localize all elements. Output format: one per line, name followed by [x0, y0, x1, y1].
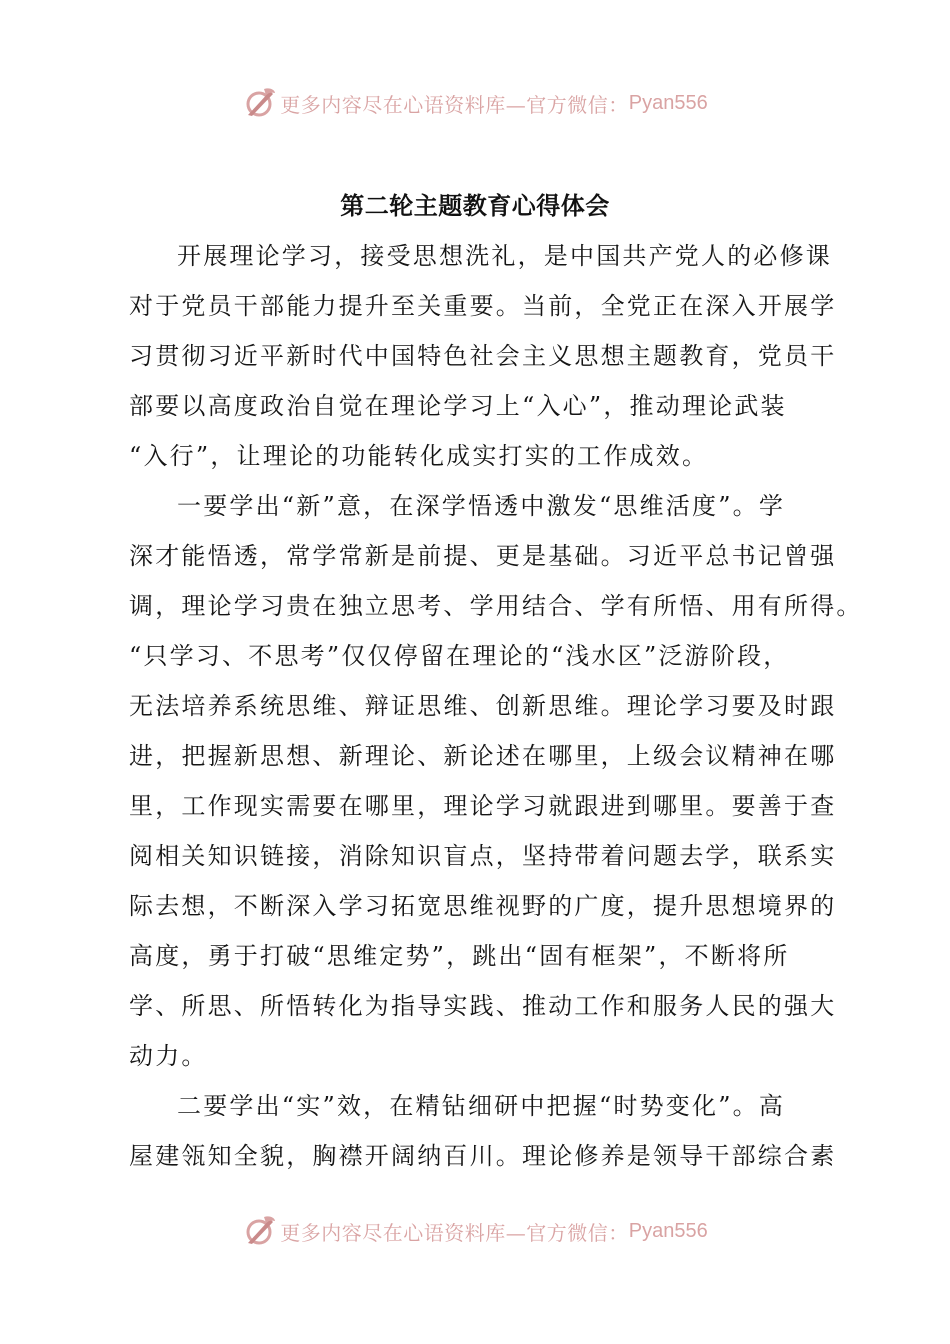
text-line: “只学习、不思考”仅仅停留在理论的“浅水区”泛游阶段，: [129, 642, 790, 670]
text-line: 高度，勇于打破“思维定势”，跳出“固有框架”，不断将所: [129, 942, 790, 970]
header-watermark: [0, 83, 950, 123]
text-line: 一要学出“新”意，在深学悟透中激发“思维活度”。学: [177, 492, 786, 520]
text-line: 屋建瓴知全貌，胸襟开阔纳百川。理论修养是领导干部综合素: [129, 1142, 837, 1170]
text-line: 深才能悟透，常学常新是前提、更是基础。习近平总书记曾强: [129, 542, 837, 570]
text-line: 动力。: [129, 1042, 208, 1070]
document-title: 第二轮主题教育心得体会: [340, 192, 610, 220]
text-line: 对于党员干部能力提升至关重要。当前，全党正在深入开展学: [129, 292, 837, 320]
text-line: 二要学出“实”效，在精钻细研中把握“时势变化”。高: [177, 1092, 786, 1120]
quill-logo-icon: [242, 85, 278, 121]
footer-watermark: [0, 1211, 950, 1251]
watermark-text: 更多内容尽在心语资料库—官方微信：: [280, 92, 629, 117]
quill-logo-icon: [242, 1213, 278, 1249]
text-line: 进，把握新思想、新理论、新论述在哪里，上级会议精神在哪: [129, 742, 837, 770]
watermark-text: 更多内容尽在心语资料库—官方微信：: [280, 1220, 629, 1245]
text-line: “入行”，让理论的功能转化成实打实的工作成效。: [129, 442, 709, 470]
text-line: 阅相关知识链接，消除知识盲点，坚持带着问题去学，联系实: [129, 842, 837, 870]
watermark-wechat-id: Pyan556: [628, 91, 708, 114]
watermark-wechat-id: Pyan556: [628, 1219, 708, 1242]
text-line: 里，工作现实需要在哪里，理论学习就跟进到哪里。要善于查: [129, 792, 837, 820]
text-line: 开展理论学习，接受思想洗礼，是中国共产党人的必修课: [177, 242, 832, 270]
text-line: 调，理论学习贵在独立思考、学用结合、学有所悟、用有所得。: [129, 592, 863, 620]
text-line: 学、所思、所悟转化为指导实践、推动工作和服务人民的强大: [129, 992, 837, 1020]
text-line: 无法培养系统思维、辩证思维、创新思维。理论学习要及时跟: [129, 692, 837, 720]
text-line: 部要以高度政治自觉在理论学习上“入心”，推动理论武装: [129, 392, 787, 420]
text-line: 际去想，不断深入学习拓宽思维视野的广度，提升思想境界的: [129, 892, 837, 920]
text-line: 习贯彻习近平新时代中国特色社会主义思想主题教育，党员干: [129, 342, 837, 370]
document-body: [129, 231, 863, 1181]
